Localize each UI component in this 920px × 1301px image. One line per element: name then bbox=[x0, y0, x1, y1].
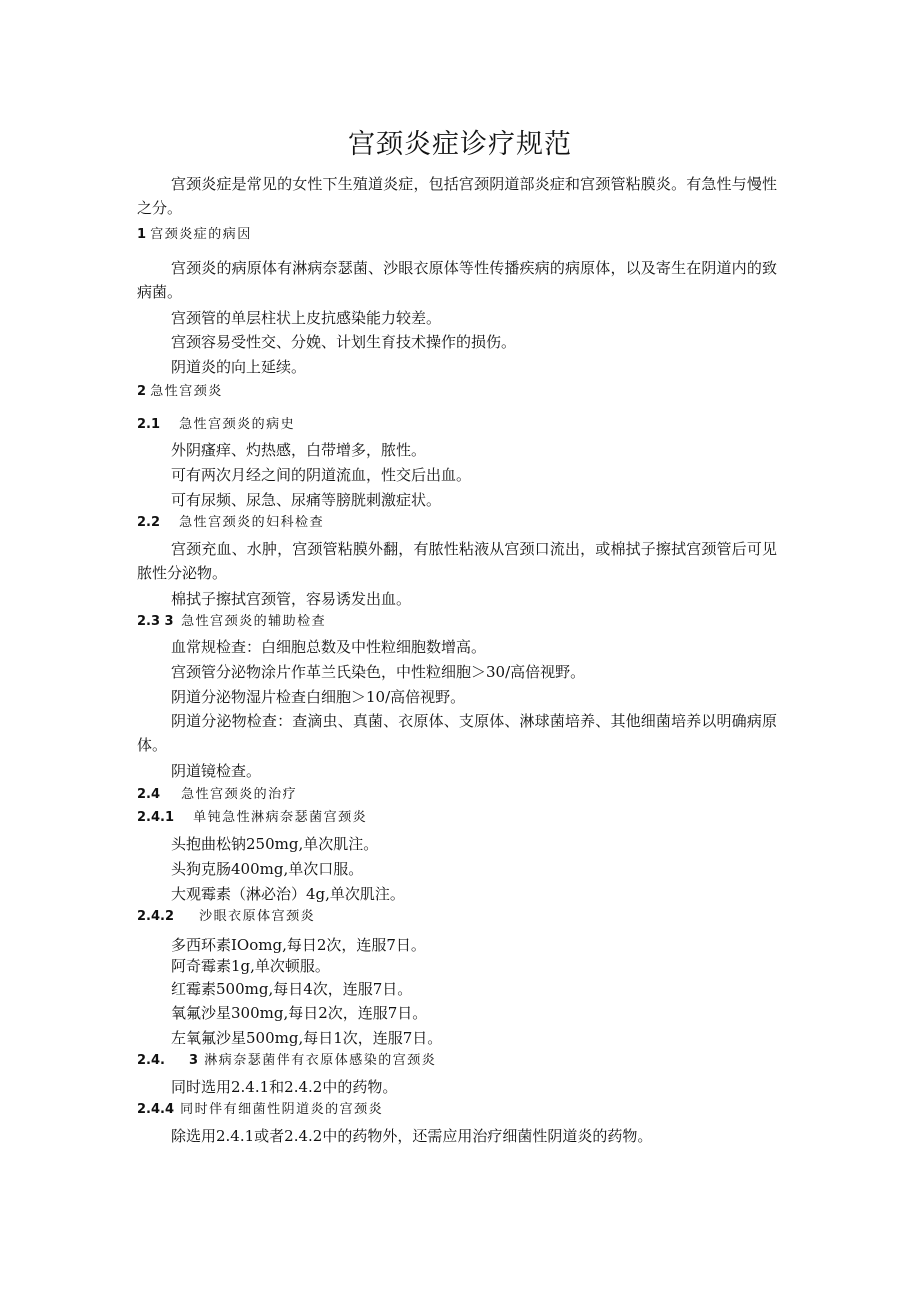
section-heading-2-4-1 bbox=[137, 808, 787, 828]
paragraph: 可有两次月经之间的阴道流血，性交后出血。 bbox=[171, 466, 472, 484]
paragraph: 多西环素IOomg,每日2次，连服7日。 bbox=[171, 936, 426, 954]
section-heading-2-4-3 bbox=[137, 1051, 787, 1071]
paragraph: 阴道分泌物湿片检查白细胞＞10/高倍视野。 bbox=[171, 688, 466, 706]
paragraph: 大观霉素（淋必治）4g,单次肌注。 bbox=[171, 885, 405, 903]
paragraph: 宫颈管分泌物涂片作革兰氏染色，中性粒细胞＞30/高倍视野。 bbox=[171, 663, 586, 681]
section-title: 急性宫颈炎的治疗 bbox=[181, 787, 298, 802]
paragraph: 宫颈容易受性交、分娩、计划生育技术操作的损伤。 bbox=[171, 333, 517, 351]
section-number: 2.4.1 bbox=[137, 810, 175, 825]
section-title: 急性宫颈炎的妇科检查 bbox=[179, 515, 325, 530]
section-title: 宫颈炎症的病因 bbox=[150, 227, 252, 242]
section-title: 急性宫颈炎的辅助检查 bbox=[181, 614, 327, 629]
section-heading-2 bbox=[137, 382, 787, 402]
section-number: 2.1 bbox=[137, 417, 161, 432]
section-heading-2-4-4 bbox=[137, 1100, 787, 1120]
section-title: 急性宫颈炎的病史 bbox=[179, 417, 296, 432]
paragraph: 可有尿频、尿急、尿痛等膀胱刺激症状。 bbox=[171, 491, 442, 509]
section-number: 2.2 bbox=[137, 515, 161, 530]
paragraph: 阿奇霉素1g,单次顿服。 bbox=[171, 957, 330, 975]
paragraph: 血常规检查：白细胞总数及中性粒细胞数增高。 bbox=[171, 638, 487, 656]
intro-paragraph: 宫颈炎症是常见的女性下生殖道炎症，包括宫颈阴道部炎症和宫颈管粘膜炎。有急性与慢性之分。 bbox=[137, 175, 777, 217]
page-title: 宫颈炎症诊疗规范 bbox=[348, 129, 572, 160]
paragraph: 阴道分泌物检查：查滴虫、真菌、衣原体、支原体、淋球菌培养、其他细菌培养以明确病原体。 bbox=[137, 712, 777, 754]
paragraph: 除选用2.4.1或者2.4.2中的药物外，还需应用治疗细菌性阴道炎的药物。 bbox=[171, 1127, 653, 1145]
paragraph: 红霉素500mg,每日4次，连服7日。 bbox=[171, 980, 413, 998]
paragraph: 左氧氟沙星500mg,每日1次，连服7日。 bbox=[171, 1029, 443, 1047]
section-heading-2-3 bbox=[137, 612, 787, 632]
section-heading-1 bbox=[137, 225, 787, 245]
paragraph: 宫颈炎的病原体有淋病奈瑟菌、沙眼衣原体等性传播疾病的病原体，以及寄生在阴道内的致病菌。 bbox=[137, 259, 777, 301]
section-number: 2.4.2 bbox=[137, 909, 175, 924]
section-title: 淋病奈瑟菌伴有衣原体感染的宫颈炎 bbox=[204, 1053, 437, 1068]
section-number: 2 bbox=[137, 384, 147, 399]
paragraph: 头狗克肠400mg,单次口服。 bbox=[171, 860, 364, 878]
section-title: 单钝急性淋病奈瑟菌宫颈炎 bbox=[193, 810, 368, 825]
paragraph: 棉拭子擦拭宫颈管，容易诱发出血。 bbox=[171, 590, 412, 608]
section-number-suffix: 3 bbox=[189, 1053, 199, 1068]
section-heading-2-1 bbox=[137, 415, 787, 435]
paragraph: 头抱曲松钠250mg,单次肌注。 bbox=[171, 835, 379, 853]
section-heading-2-4 bbox=[137, 785, 787, 805]
paragraph: 阴道镜检查。 bbox=[171, 762, 262, 780]
section-heading-2-4-2 bbox=[137, 907, 787, 927]
paragraph: 阴道炎的向上延续。 bbox=[171, 358, 307, 376]
paragraph: 宫颈充血、水肿，宫颈管粘膜外翻，有脓性粘液从宫颈口流出，或棉拭子擦拭宫颈管后可见脓性分泌物。 bbox=[137, 540, 777, 582]
paragraph: 同时选用2.4.1和2.4.2中的药物。 bbox=[171, 1078, 398, 1096]
section-number: 2.4 bbox=[137, 787, 161, 802]
section-number: 2.4. bbox=[137, 1053, 165, 1068]
section-title: 同时伴有细菌性阴道炎的宫颈炎 bbox=[180, 1102, 384, 1117]
section-title: 沙眼衣原体宫颈炎 bbox=[199, 909, 316, 924]
section-title: 急性宫颈炎 bbox=[150, 384, 223, 399]
paragraph: 宫颈管的单层柱状上皮抗感染能力较差。 bbox=[171, 309, 442, 327]
paragraph: 氧氟沙星300mg,每日2次，连服7日。 bbox=[171, 1004, 428, 1022]
section-number: 2.3 3 bbox=[137, 614, 174, 629]
section-heading-2-2 bbox=[137, 513, 787, 533]
section-number: 2.4.4 bbox=[137, 1102, 175, 1117]
section-number: 1 bbox=[137, 227, 147, 242]
paragraph: 外阴瘙痒、灼热感，白带增多，脓性。 bbox=[171, 441, 427, 459]
